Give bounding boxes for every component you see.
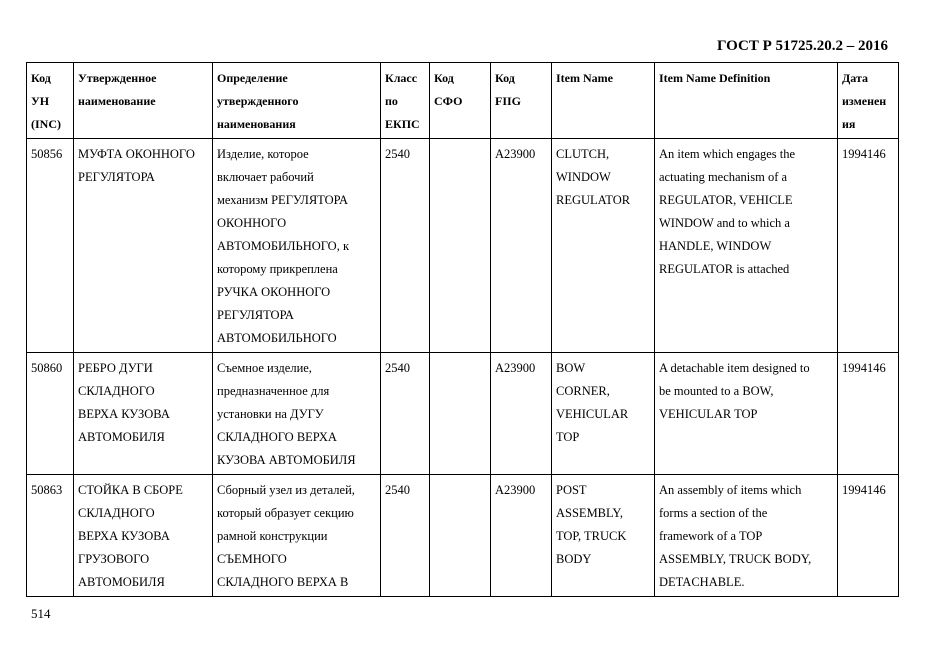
header-col-inc [27, 63, 74, 139]
cell-line: Код [434, 71, 454, 85]
standard-header: ГОСТ Р 51725.20.2 – 2016 [716, 38, 888, 54]
cell-line: СТОЙКА В СБОРЕ [78, 483, 183, 497]
cell-line: actuating mechanism of a [659, 170, 788, 184]
cell-item-def [655, 475, 838, 597]
cell-line: FIIG [495, 94, 522, 108]
cell-line: be mounted to a BOW, [659, 384, 774, 398]
cell-line: ОКОННОГО [217, 216, 287, 230]
table-header-row [27, 63, 899, 139]
cell-line: изменен [842, 94, 887, 108]
cell-definition [213, 475, 381, 597]
cell-approved-name [74, 139, 213, 353]
cell-line: forms a section of the [659, 506, 768, 520]
cell-inc: 50863 [27, 475, 74, 597]
cell-fiig: A23900 [491, 475, 552, 597]
cell-line: Класс [385, 71, 418, 85]
cell-line: BODY [556, 552, 592, 566]
cell-line: Item Name [556, 71, 613, 85]
cell-line: VEHICULAR TOP [659, 407, 758, 421]
cell-date: 1994146 [838, 475, 899, 597]
header-col-class [381, 63, 430, 139]
cell-line: предназначенное для [217, 384, 330, 398]
cell-line: REGULATOR is attached [659, 262, 790, 276]
cell-line: СЪЕМНОГО [217, 552, 287, 566]
cell-line: DETACHABLE. [659, 575, 745, 589]
catalog-table [26, 62, 899, 597]
cell-line: наименование [78, 94, 156, 108]
cell-line: РЕГУЛЯТОРА [217, 308, 294, 322]
cell-class: 2540 [381, 139, 430, 353]
cell-item-name [552, 139, 655, 353]
cell-line: REGULATOR, VEHICLE [659, 193, 793, 207]
cell-date: 1994146 [838, 353, 899, 475]
header-col-item-def [655, 63, 838, 139]
cell-line: ия [842, 117, 856, 131]
header-col-definition [213, 63, 381, 139]
cell-line: framework of a TOP [659, 529, 763, 543]
cell-fiig: A23900 [491, 353, 552, 475]
cell-item-name [552, 353, 655, 475]
cell-line: POST [556, 483, 587, 497]
page-number: 514 [31, 606, 51, 621]
cell-line: ВЕРХА КУЗОВА [78, 529, 170, 543]
cell-line: ЕКПС [385, 117, 420, 131]
cell-definition [213, 353, 381, 475]
cell-inc: 50860 [27, 353, 74, 475]
cell-line: УН [31, 94, 50, 108]
cell-line: рамной конструкции [217, 529, 328, 543]
cell-line: СКЛАДНОГО ВЕРХА В [217, 575, 349, 589]
cell-line: Изделие, которое [217, 147, 309, 161]
cell-sfo [430, 139, 491, 353]
cell-line: A detachable item designed to [659, 361, 810, 375]
cell-line: An item which engages the [659, 147, 796, 161]
cell-line: VEHICULAR [556, 407, 629, 421]
cell-line: который образует секцию [217, 506, 354, 520]
cell-line: Съемное изделие, [217, 361, 312, 375]
cell-line: Код [31, 71, 51, 85]
cell-line: включает рабочий [217, 170, 314, 184]
header-col-date [838, 63, 899, 139]
cell-line: HANDLE, WINDOW [659, 239, 772, 253]
cell-approved-name [74, 353, 213, 475]
cell-approved-name [74, 475, 213, 597]
cell-fiig: A23900 [491, 139, 552, 353]
cell-line: Утвержденное [78, 71, 157, 85]
cell-line: которому прикреплена [217, 262, 338, 276]
table-row [27, 353, 899, 475]
cell-line: КУЗОВА АВТОМОБИЛЯ [217, 453, 356, 467]
cell-line: МУФТА ОКОННОГО [78, 147, 195, 161]
cell-line: АВТОМОБИЛЯ [78, 575, 165, 589]
cell-line: АВТОМОБИЛЯ [78, 430, 165, 444]
cell-line: ASSEMBLY, TRUCK BODY, [659, 552, 812, 566]
cell-item-def [655, 139, 838, 353]
cell-line: ВЕРХА КУЗОВА [78, 407, 170, 421]
cell-sfo [430, 353, 491, 475]
cell-line: ASSEMBLY, [556, 506, 623, 520]
cell-line: WINDOW [556, 170, 611, 184]
cell-line: REGULATOR [556, 193, 631, 207]
cell-line: СКЛАДНОГО [78, 506, 155, 520]
cell-class: 2540 [381, 475, 430, 597]
table-row [27, 139, 899, 353]
cell-class: 2540 [381, 353, 430, 475]
cell-line: АВТОМОБИЛЬНОГО [217, 331, 337, 345]
cell-sfo [430, 475, 491, 597]
cell-item-def [655, 353, 838, 475]
table-row [27, 475, 899, 597]
cell-line: WINDOW and to which a [659, 216, 790, 230]
cell-line: РЕГУЛЯТОРА [78, 170, 155, 184]
cell-inc: 50856 [27, 139, 74, 353]
cell-line: An assembly of items which [659, 483, 802, 497]
cell-line: TOP [556, 430, 580, 444]
cell-line: СФО [434, 94, 463, 108]
cell-line: TOP, TRUCK [556, 529, 627, 543]
cell-line: утвержденного [217, 94, 299, 108]
cell-line: ГРУЗОВОГО [78, 552, 150, 566]
cell-line: РЕБРО ДУГИ [78, 361, 153, 375]
cell-line: CORNER, [556, 384, 610, 398]
cell-line: наименования [217, 117, 296, 131]
cell-line: по [385, 94, 398, 108]
cell-line: Сборный узел из деталей, [217, 483, 355, 497]
cell-line: BOW [556, 361, 586, 375]
cell-line: (INC) [31, 117, 61, 131]
header-col-item-name [552, 63, 655, 139]
cell-definition [213, 139, 381, 353]
cell-line: АВТОМОБИЛЬНОГО, к [217, 239, 350, 253]
cell-line: Определение [217, 71, 288, 85]
header-col-fiig [491, 63, 552, 139]
cell-line: РУЧКА ОКОННОГО [217, 285, 331, 299]
cell-line: установки на ДУГУ [217, 407, 324, 421]
table-body [27, 139, 899, 597]
cell-line: СКЛАДНОГО ВЕРХА [217, 430, 337, 444]
cell-date: 1994146 [838, 139, 899, 353]
cell-line: Дата [842, 71, 868, 85]
cell-item-name [552, 475, 655, 597]
cell-line: Код [495, 71, 515, 85]
cell-line: СКЛАДНОГО [78, 384, 155, 398]
cell-line: механизм РЕГУЛЯТОРА [217, 193, 349, 207]
cell-line: Item Name Definition [659, 71, 771, 85]
header-col-approved-name [74, 63, 213, 139]
header-col-sfo [430, 63, 491, 139]
cell-line: CLUTCH, [556, 147, 610, 161]
